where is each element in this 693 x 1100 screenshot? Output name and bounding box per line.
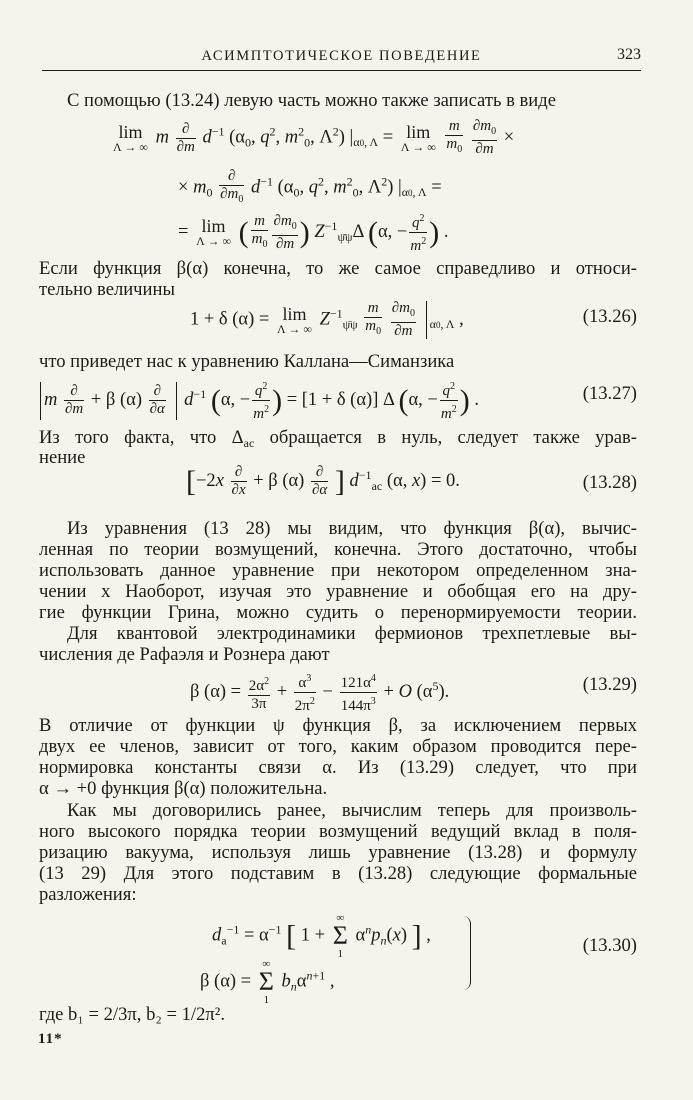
paragraph-line: гие функции Грина, можно судить о перенормируемости теории. — [39, 602, 637, 623]
fraction: $\frac{\partial}{\partial x}$ — [231, 464, 246, 499]
paragraph-line: ленная по теории возмущений, конечна. Этого достаточно, чтобы — [39, 539, 637, 560]
paragraph-line: С помощью (13.24) левую часть можно также записать в виде — [67, 90, 556, 111]
paragraph-line: нормировка константы связи α. Из (13.29) следует, что при — [39, 757, 637, 778]
paragraph-line: ного высокого порядка теории возмущений ведущий вклад в поля- — [39, 821, 637, 842]
limit-operator: lim Λ → ∞ — [276, 303, 312, 336]
printer-signature: 11* — [38, 1031, 63, 1047]
equation-13-28: [−2x $\frac{\partial}{\partial x}$ + β (α) $\frac{\partial}{\partial\alpha}$ ] $d^{-1}_{ac}$ (α, x) = 0. — [186, 464, 460, 499]
running-header — [42, 44, 641, 71]
paragraph-line: Если функция β(α) конечна, то же самое справедливо и относи- — [39, 258, 637, 279]
fraction: $\frac{m}{m_0}$ — [446, 118, 463, 155]
paragraph-line: чении x Наоборот, изучая это уравнение и обобщая его на дру- — [39, 581, 637, 602]
paragraph-line: тельно величины — [39, 279, 175, 300]
equation-line-1: lim Λ → ∞ m $\frac{\partial}{\partial m}$ $d^{-1}$ ($\alpha_0$, $q^2$, $m^2_0$, $\Lambda^2$) $|_{\alpha 0, \Lambda}$ = lim Λ → ∞ $\frac{m}{m_0}$ $\frac{\partial m_0}{\partial m}$ × — [113, 118, 515, 157]
paragraph-line: Для квантовой электродинамики фермионов трехпетлевые вы- — [67, 623, 637, 644]
paragraph-line: В отличие от функции ψ функция β, за исключением первых — [39, 715, 637, 736]
fraction: $\frac{m}{m_0}$ — [365, 300, 382, 337]
paragraph-line: ризацию вакуума, используя лишь уравнение (13.28) и формулу — [39, 842, 637, 863]
paragraph-line: Как мы договорились ранее, вычислим теперь для произволь- — [67, 800, 637, 821]
limit-operator: lim Λ → ∞ — [400, 121, 436, 154]
limit-operator: lim Λ → ∞ — [113, 121, 148, 154]
equation-number: (13.28) — [582, 472, 637, 493]
paragraph-line: числения де Рафаэля и Рознера дают — [39, 644, 330, 665]
paragraph-line: Из того факта, что $\Delta_{ас}$ обращается в нуль, следует также урав- — [39, 427, 637, 450]
fraction: $\frac{\partial}{\partial m_0}$ — [220, 168, 244, 205]
equation-13-27: m $\frac{\partial}{\partial m}$ + β (α) $\frac{\partial}{\partial\alpha}$ $d^{-1}$ (α, − $\frac{q^2}{m^2}$ ) = [1 + δ (α)] Δ (α, − $\frac{q^2}{m^2}$ ) . — [37, 378, 479, 423]
paragraph-line: где b₁ = 2/3π, b₂ = 1/2π². — [39, 1004, 226, 1025]
paragraph-line: использовать данное уравнение при некотором определенном зна- — [39, 560, 637, 581]
fraction: $\frac{\partial}{\partial m}$ — [65, 383, 84, 417]
paragraph-line: разложения: — [39, 884, 137, 905]
equation-number: (13.29) — [582, 674, 637, 695]
paragraph-line: Из уравнения (13 28) мы видим, что функция β(α), вычис- — [67, 518, 637, 539]
fraction: $\frac{\partial m_0}{\partial m}$ — [391, 300, 416, 339]
equation-13-29: β (α) = $\frac{2\alpha^2}{3\pi}$ + $\frac{\alpha^3}{2\pi^2}$ − $\frac{121\alpha^4}{144\pi^3}$ + O $(\alpha^5)$. — [190, 670, 449, 715]
fraction: $\frac{q^2}{m^2}$ — [252, 378, 270, 423]
running-title: АСИМПТОТИЧЕСКОЕ ПОВЕДЕНИЕ — [201, 48, 482, 64]
limit-operator: lim Λ → ∞ — [196, 216, 232, 248]
equation-line-2: × $m_0$ $\frac{\partial}{\partial m_0}$ $d^{-1}$ ($\alpha_0$, $q^2$, $m^2_0$, $\Lambda^2$) $|_{\alpha 0, \Lambda}$ = — [178, 168, 442, 208]
equation-13-30-line-1: $d_a^{-1} = \alpha^{-1}$ [ 1 + ∞ Σ 1 $\alpha^np_n(x)$ ] , — [212, 912, 431, 960]
page-number: 323 — [617, 46, 641, 63]
paragraph-line: α → +0 функция β(α) положительна. — [39, 778, 328, 799]
equation-number: (13.26) — [582, 306, 637, 327]
equation-line-3: = lim Λ → ∞ ( $\frac{m}{m_0}$ $\frac{\partial m_0}{\partial m}$ ) $Z^{-1}_{\psī\psi}\Delta$ (α, − $\frac{q^2}{m^2}$ ) . — [178, 210, 448, 255]
fraction: $\frac{q^2}{m^2}$ — [409, 210, 427, 255]
fraction: $\frac{121\alpha^4}{144\pi^3}$ — [340, 670, 377, 715]
fraction: $\frac{2\alpha^2}{3\pi}$ — [248, 673, 270, 713]
fraction: $\frac{\partial}{\partial m}$ — [176, 120, 195, 155]
equation-13-30-line-2: β (α) = ∞ Σ 1 $b_n\alpha^{n+1}$ , — [200, 958, 335, 1006]
paragraph-line: что приведет нас к уравнению Каллана—Симанзика — [39, 351, 455, 372]
fraction: $\frac{\partial}{\partial\alpha}$ — [149, 383, 165, 417]
equation-brace — [460, 916, 471, 990]
sum-operator: ∞ Σ 1 — [332, 912, 348, 960]
paragraph-line: (13 29) Для этого подставим в (13.28) следующие формальные — [39, 863, 637, 884]
sum-operator: ∞ Σ 1 — [258, 958, 274, 1006]
fraction: $\frac{\partial m_0}{\partial m}$ — [472, 118, 497, 157]
paragraph-line: нение — [39, 447, 86, 468]
paragraph-line: двух ее членов, зависит от того, каким образом проводится пере- — [39, 736, 637, 757]
equation-number: (13.30) — [582, 935, 637, 956]
fraction: $\frac{m}{m_0}$ — [251, 212, 268, 250]
fraction: $\frac{\alpha^3}{2\pi^2}$ — [294, 670, 316, 715]
fraction: $\frac{q^2}{m^2}$ — [440, 378, 458, 423]
equation-number: (13.27) — [582, 383, 637, 404]
equation-13-26: 1 + δ (α) = lim Λ → ∞ $Z^{-1}_{\psī\psi}$ $\frac{m}{m_0}$ $\frac{\partial m_0}{\partial m}$ $_{\alpha 0, \Lambda}$ , — [190, 300, 464, 339]
fraction: $\frac{\partial}{\partial\alpha}$ — [311, 464, 328, 499]
fraction: $\frac{\partial m_0}{\partial m}$ — [273, 212, 297, 252]
